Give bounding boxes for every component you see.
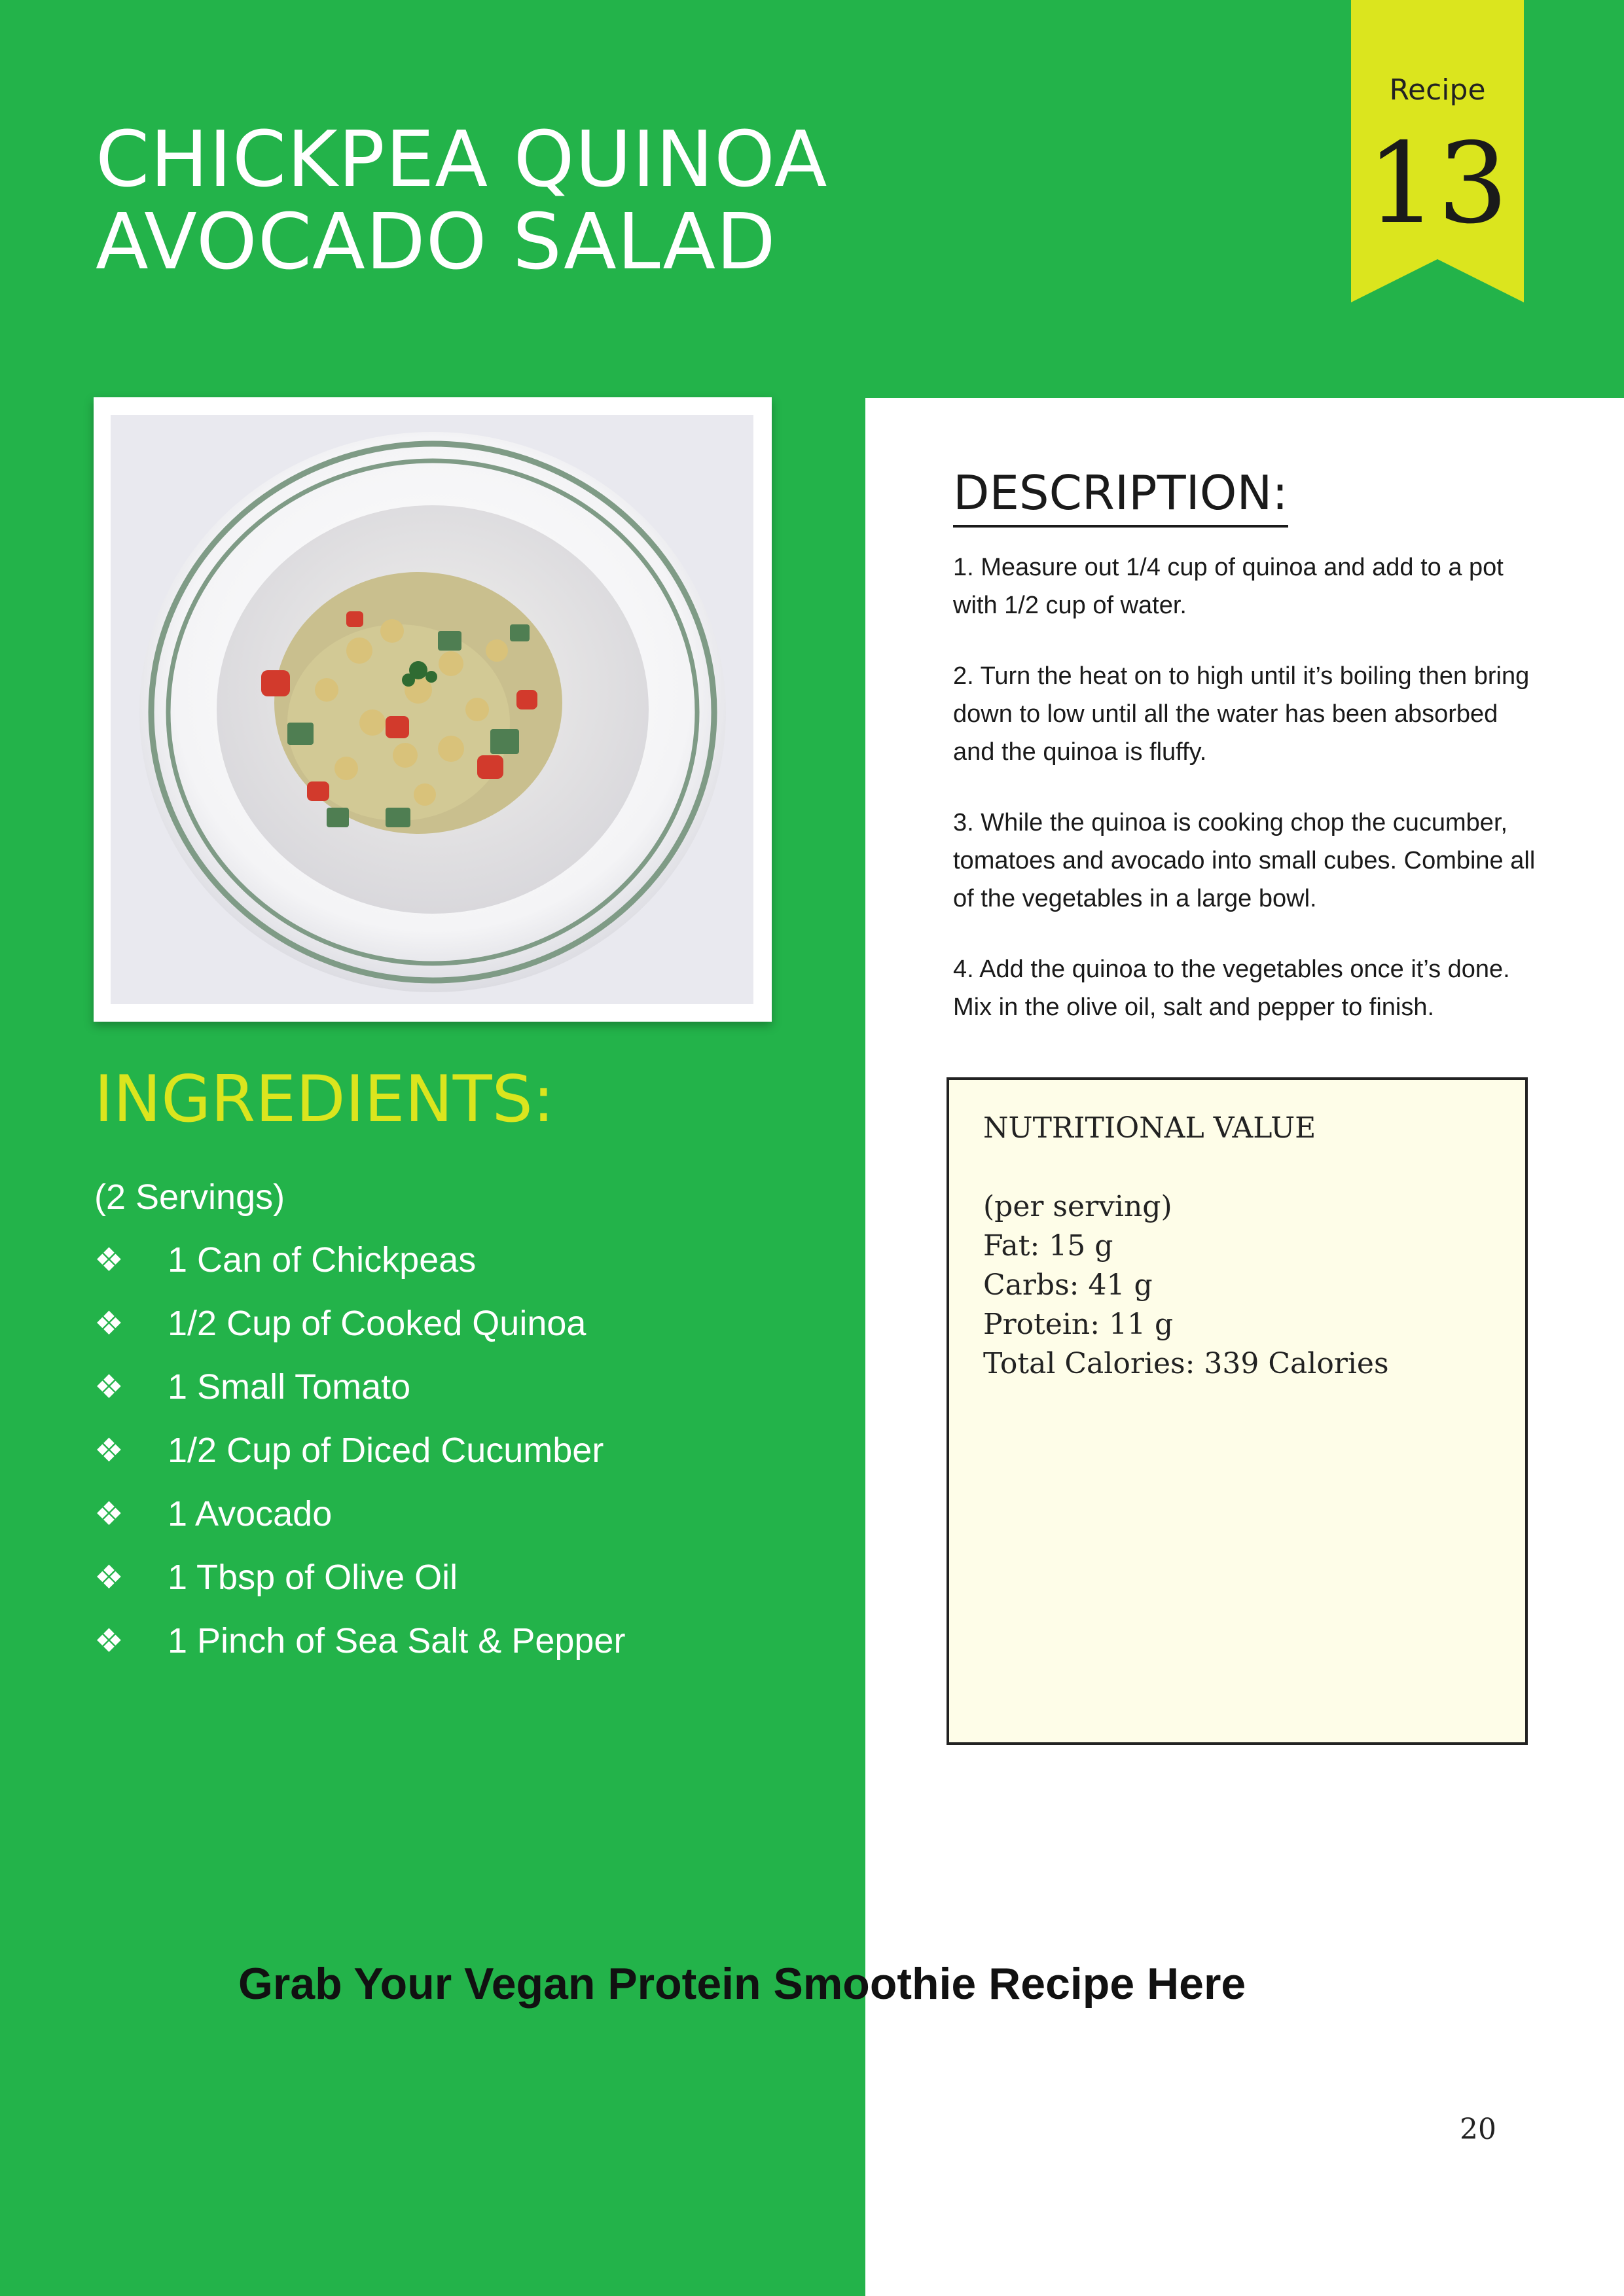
recipe-title-line-1: CHICKPEA QUINOA	[96, 114, 828, 204]
servings-text: (2 Servings)	[94, 1177, 285, 1217]
ingredient-text: 1 Can of Chickpeas	[168, 1240, 477, 1280]
smoothie-recipe-link[interactable]: Grab Your Vegan Protein Smoothie Recipe Here	[238, 1959, 1246, 2009]
description-steps	[953, 548, 1542, 1059]
diamond-bullet-icon: ❖	[94, 1623, 124, 1659]
ribbon-number: 13	[1366, 119, 1509, 249]
ingredient-item	[94, 1300, 625, 1364]
page-number: 20	[1460, 2113, 1496, 2146]
recipe-title	[96, 114, 881, 287]
ingredient-item	[94, 1554, 625, 1618]
ingredient-item	[94, 1618, 625, 1681]
diamond-bullet-icon: ❖	[94, 1242, 124, 1278]
ingredient-text: 1 Tbsp of Olive Oil	[168, 1558, 458, 1597]
recipe-title-line-2: AVOCADO SALAD	[96, 196, 776, 287]
diamond-bullet-icon: ❖	[94, 1559, 124, 1596]
ingredient-item	[94, 1427, 625, 1491]
ingredient-text: 1 Pinch of Sea Salt & Pepper	[168, 1621, 626, 1660]
description-step: 4. Add the quinoa to the vegetables once it’s done. Mix in the olive oil, salt and pepper to finish.	[953, 956, 1510, 1021]
description-step: 3. While the quinoa is cooking chop the cucumber, tomatoes and avocado into small cubes. Combine all of the vegetables in a large bowl.	[953, 809, 1536, 912]
diamond-bullet-icon: ❖	[94, 1496, 124, 1532]
diamond-bullet-icon: ❖	[94, 1369, 124, 1405]
ingredients-list	[94, 1237, 625, 1681]
ingredient-text: 1 Small Tomato	[168, 1367, 411, 1407]
nutrition-box	[947, 1077, 1528, 1745]
ingredient-item	[94, 1491, 625, 1554]
description-step: 1. Measure out 1/4 cup of quinoa and add to a pot with 1/2 cup of water.	[953, 554, 1504, 619]
description-step: 2. Turn the heat on to high until it’s boiling then bring down to low until all the water has been absorbed and the quinoa is fluffy.	[953, 662, 1530, 766]
ingredient-text: 1/2 Cup of Diced Cucumber	[168, 1431, 604, 1470]
nutrition-spacer	[983, 1148, 1491, 1187]
ingredient-text: 1/2 Cup of Cooked Quinoa	[168, 1304, 586, 1343]
nutrition-heading: NUTRITIONAL VALUE	[983, 1111, 1316, 1145]
salad-bowl-photo	[111, 415, 753, 1004]
diamond-bullet-icon: ❖	[94, 1305, 124, 1342]
description-heading: DESCRIPTION:	[953, 463, 1288, 528]
ingredient-item	[94, 1364, 625, 1427]
nutrition-per-serving: (per serving)	[983, 1190, 1172, 1223]
ingredients-heading: INGREDIENTS:	[94, 1062, 554, 1137]
nutrition-carbs: Carbs: 41 g	[983, 1268, 1153, 1302]
ingredient-item	[94, 1237, 625, 1300]
recipe-photo-frame	[94, 397, 772, 1022]
nutrition-calories: Total Calories: 339 Calories	[983, 1347, 1389, 1380]
ingredient-text: 1 Avocado	[168, 1494, 333, 1534]
nutrition-protein: Protein: 11 g	[983, 1308, 1174, 1341]
diamond-bullet-icon: ❖	[94, 1432, 124, 1469]
nutrition-fat: Fat: 15 g	[983, 1229, 1113, 1263]
ribbon-label: Recipe	[1389, 73, 1486, 107]
